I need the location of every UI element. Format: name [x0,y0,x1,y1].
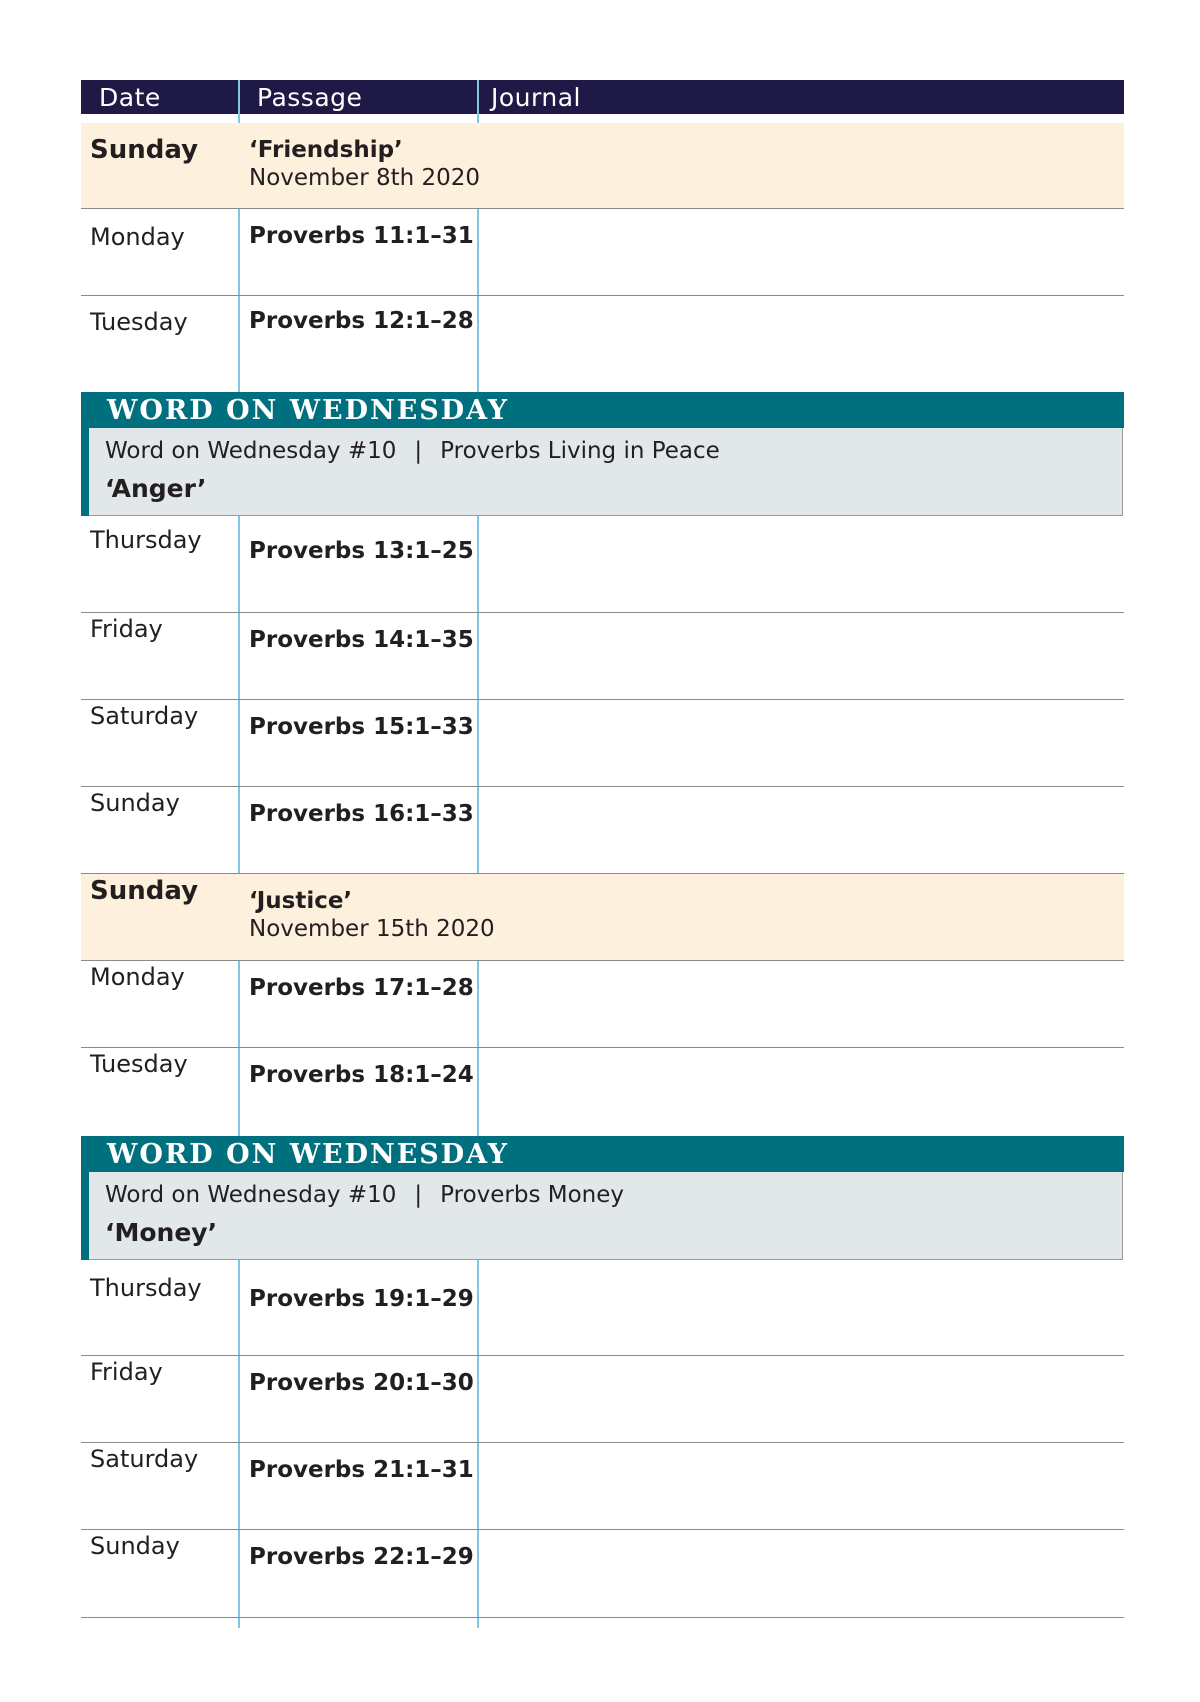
day-label: Friday [90,1358,163,1386]
series-name: Proverbs Money [440,1182,625,1208]
service-title: ‘Justice’ [249,888,353,914]
word-on-wednesday-details [81,428,1123,516]
word-on-wednesday-banner [81,1136,1124,1172]
passage-reference: Proverbs 15:1–33 [249,714,474,740]
table-row-sunday-service [81,123,1124,209]
service-date: November 15th 2020 [249,916,495,942]
passage-reference: Proverbs 14:1–35 [249,627,474,653]
day-label: Saturday [90,1445,199,1473]
table-row-sunday-service [81,874,1124,961]
reading-plan-table [81,80,1124,1628]
passage-reference: Proverbs 11:1–31 [249,223,474,249]
day-label: Sunday [90,876,199,906]
table-row [81,1048,1124,1136]
table-row [81,516,1124,613]
table-row [81,1530,1124,1618]
service-title: ‘Friendship’ [249,137,403,163]
table-row [81,961,1124,1048]
passage-reference: Proverbs 16:1–33 [249,801,474,827]
word-on-wednesday-banner [81,392,1124,428]
banner-title: WORD ON WEDNESDAY [107,1139,510,1170]
day-label: Monday [90,223,185,251]
table-row [81,700,1124,787]
table-row [81,209,1124,296]
service-date: November 8th 2020 [249,165,481,191]
word-on-wednesday-block [81,1136,1124,1260]
banner-title: WORD ON WEDNESDAY [107,395,510,426]
table-row [81,787,1124,874]
passage-reference: Proverbs 20:1–30 [249,1370,474,1396]
day-label: Tuesday [90,308,188,336]
separator: | [414,438,423,464]
table-row [81,613,1124,700]
header-journal: Journal [491,83,581,112]
day-label: Thursday [90,526,202,554]
passage-reference: Proverbs 21:1–31 [249,1457,474,1483]
series-name: Proverbs Living in Peace [440,438,720,464]
passage-reference: Proverbs 13:1–25 [249,538,474,564]
separator: | [414,1182,423,1208]
passage-reference: Proverbs 12:1–28 [249,308,474,334]
passage-reference: Proverbs 18:1–24 [249,1062,474,1088]
table-row [81,1356,1124,1443]
accent-stripe [81,1136,89,1260]
table-row [81,1443,1124,1530]
episode-title: ‘Money’ [105,1218,218,1247]
episode-title: ‘Anger’ [105,474,207,503]
header-date: Date [99,83,161,112]
day-label: Monday [90,963,185,991]
header-passage: Passage [257,83,363,112]
accent-stripe [81,392,89,516]
episode-number: Word on Wednesday #10 [105,1182,397,1208]
table-row [81,1260,1124,1356]
day-label: Thursday [90,1274,202,1302]
day-label: Tuesday [90,1050,188,1078]
passage-reference: Proverbs 22:1–29 [249,1544,474,1570]
word-on-wednesday-details [81,1172,1123,1260]
episode-number: Word on Wednesday #10 [105,438,397,464]
word-on-wednesday-block [81,392,1124,516]
passage-reference: Proverbs 17:1–28 [249,975,474,1001]
episode-line [105,438,720,464]
day-label: Sunday [90,135,199,165]
day-label: Friday [90,615,163,643]
table-row [81,296,1124,392]
passage-reference: Proverbs 19:1–29 [249,1286,474,1312]
day-label: Saturday [90,702,199,730]
day-label: Sunday [90,789,180,817]
episode-line [105,1182,624,1208]
day-label: Sunday [90,1532,180,1560]
